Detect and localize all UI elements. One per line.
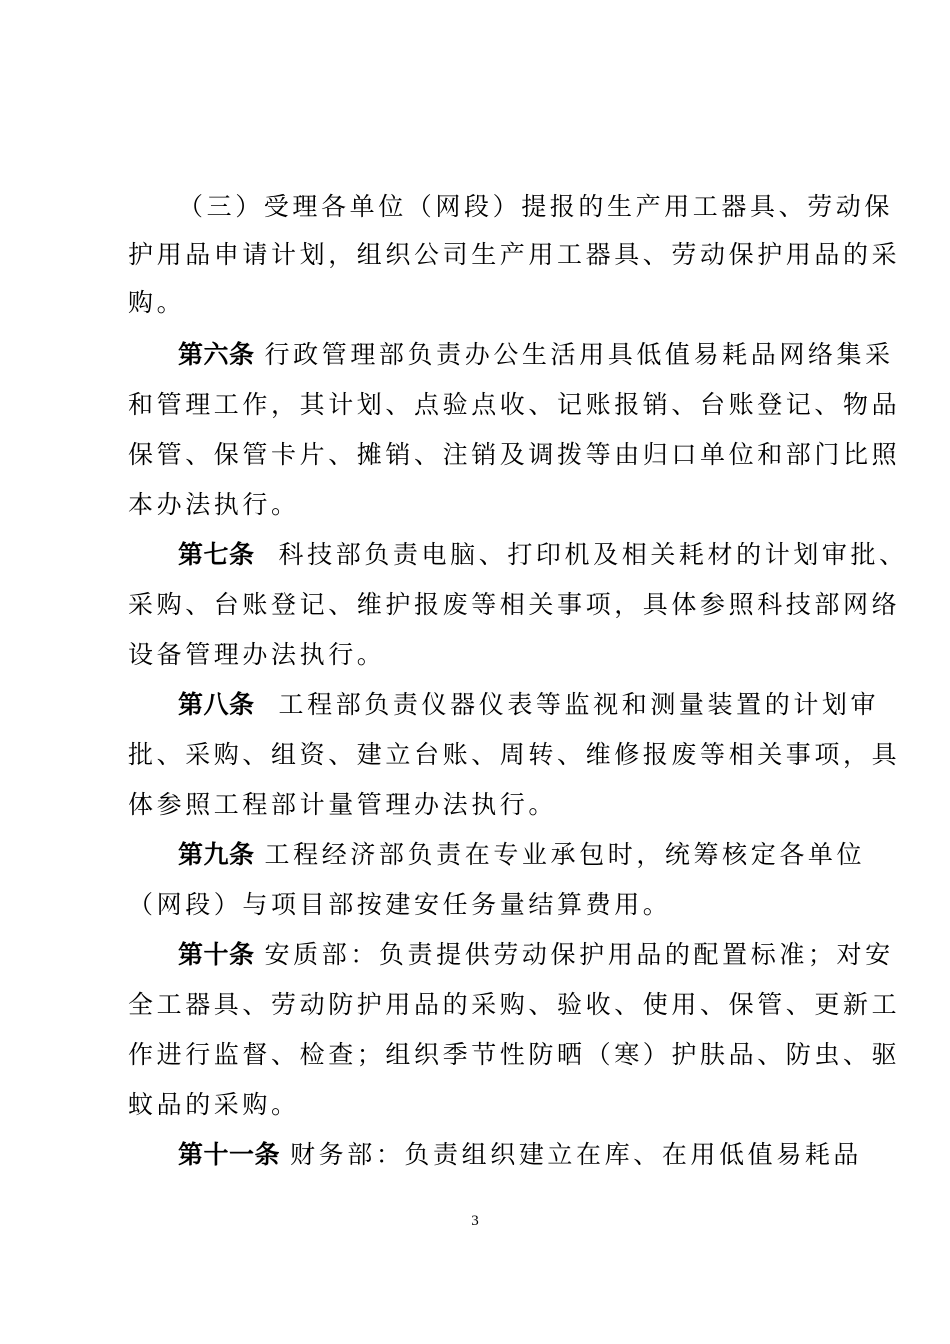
paragraph-2-line-2: 设备管理办法执行。 — [128, 640, 386, 669]
paragraph-text: 行政管理部负责办公生活用具低值易耗品网络集采 — [264, 340, 894, 369]
article-heading: 第十一条 — [178, 1140, 281, 1169]
paragraph-text: 工程部负责仪器仪表等监视和测量装置的计划审 — [278, 690, 880, 719]
paragraph-5-line-2: 作进行监督、检查；组织季节性防晒（寒）护肤品、防虫、驱 — [128, 1040, 901, 1069]
paragraph-text: 工程经济部负责在专业承包时，统筹核定各单位 — [264, 840, 866, 869]
article-heading: 第六条 — [178, 340, 255, 369]
paragraph-3-line-0 — [178, 690, 879, 720]
paragraph-6-line-0 — [178, 1140, 862, 1170]
page-number: 3 — [471, 1213, 479, 1229]
paragraph-1-line-2: 保管、保管卡片、摊销、注销及调拨等由归口单位和部门比照 — [128, 440, 901, 469]
paragraph-5-line-3: 蚊品的采购。 — [128, 1090, 300, 1119]
paragraph-5-line-1: 全工器具、劳动防护用品的采购、验收、使用、保管、更新工 — [128, 990, 901, 1019]
article-heading: 第九条 — [178, 840, 255, 869]
paragraph-0-line-0: （三）受理各单位（网段）提报的生产用工器具、劳动保 — [178, 192, 894, 221]
paragraph-0-line-2: 购。 — [128, 288, 186, 317]
paragraph-text: 安质部：负责提供劳动保护用品的配置标准；对安 — [264, 940, 894, 969]
paragraph-3-line-1: 批、采购、组资、建立台账、周转、维修报废等相关事项，具 — [128, 740, 901, 769]
paragraph-4-line-1: （网段）与项目部按建安任务量结算费用。 — [128, 890, 672, 919]
paragraph-text: 科技部负责电脑、打印机及相关耗材的计划审批、 — [278, 540, 908, 569]
paragraph-text: 财务部：负责组织建立在库、在用低值易耗品 — [290, 1140, 863, 1169]
paragraph-2-line-1: 采购、台账登记、维护报废等相关事项，具体参照科技部网络 — [128, 590, 901, 619]
paragraph-3-line-2: 体参照工程部计量管理办法执行。 — [128, 790, 558, 819]
paragraph-1-line-1: 和管理工作，其计划、点验点收、记账报销、台账登记、物品 — [128, 390, 901, 419]
article-heading: 第七条 — [178, 540, 255, 569]
paragraph-0-line-1: 护用品申请计划，组织公司生产用工器具、劳动保护用品的采 — [128, 240, 901, 269]
paragraph-1-line-3: 本办法执行。 — [128, 490, 300, 519]
paragraph-2-line-0 — [178, 540, 908, 570]
paragraph-4-line-0 — [178, 840, 865, 870]
paragraph-1-line-0 — [178, 340, 894, 370]
paragraph-5-line-0 — [178, 940, 894, 970]
article-heading: 第十条 — [178, 940, 255, 969]
article-heading: 第八条 — [178, 690, 255, 719]
